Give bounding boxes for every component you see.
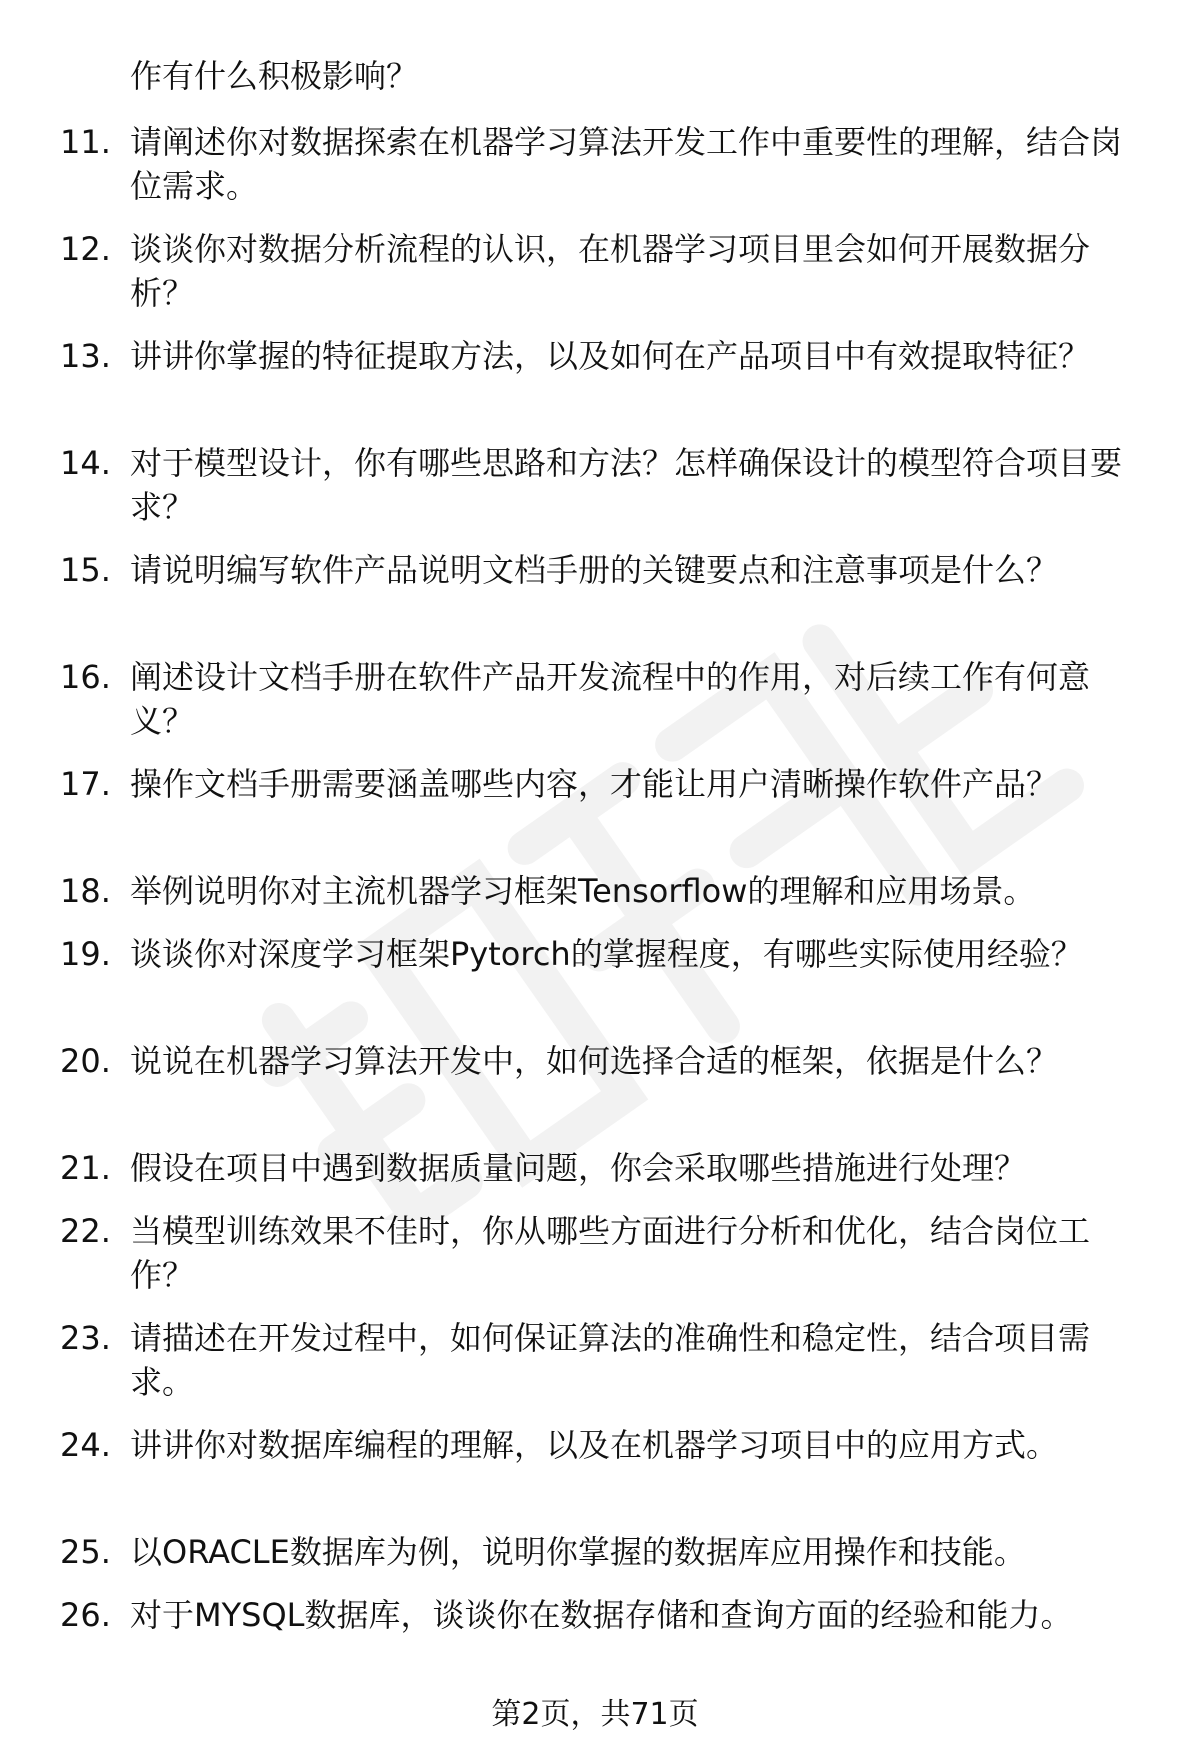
question-number: 19.	[60, 935, 111, 973]
question-text: 谈谈你对深度学习框架Pytorch的掌握程度，有哪些实际使用经验？	[130, 935, 1083, 973]
question-number: 24.	[60, 1426, 111, 1464]
question-text: 操作文档手册需要涵盖哪些内容，才能让用户清晰操作软件产品？	[130, 765, 1059, 803]
question-number: 20.	[60, 1042, 111, 1080]
question-text: 以ORACLE数据库为例，说明你掌握的数据库应用操作和技能。	[130, 1533, 1026, 1571]
question-number: 21.	[60, 1149, 111, 1187]
question-text: 假设在项目中遇到数据质量问题，你会采取哪些措施进行处理？	[130, 1149, 1027, 1187]
question-number: 26.	[60, 1596, 111, 1634]
page-number: 第2页，共71页	[491, 1697, 699, 1732]
continued-question-text: 作有什么积极影响？	[130, 57, 419, 95]
question-number: 13.	[60, 337, 111, 375]
question-text: 请说明编写软件产品说明文档手册的关键要点和注意事项是什么？	[130, 551, 1059, 589]
question-number: 17.	[60, 765, 111, 803]
question-text: 举例说明你对主流机器学习框架Tensorflow的理解和应用场景。	[130, 872, 1036, 910]
question-number: 25.	[60, 1533, 111, 1571]
question-number: 22.	[60, 1212, 111, 1250]
question-number: 15.	[60, 551, 111, 589]
question-number: 11.	[60, 123, 111, 161]
question-text: 讲讲你对数据库编程的理解，以及在机器学习项目中的应用方式。	[130, 1426, 1059, 1464]
question-number: 23.	[60, 1319, 111, 1357]
question-number: 16.	[60, 658, 111, 696]
question-text: 请阐述你对数据探索在机器学习算法开发工作中重要性的理解，结合岗位需求。	[130, 123, 1123, 205]
question-text: 说说在机器学习算法开发中，如何选择合适的框架，依据是什么？	[130, 1042, 1059, 1080]
question-text: 对于模型设计，你有哪些思路和方法？怎样确保设计的模型符合项目要求？	[130, 444, 1123, 526]
question-number: 12.	[60, 230, 111, 268]
question-text: 请描述在开发过程中，如何保证算法的准确性和稳定性，结合项目需求。	[130, 1319, 1091, 1401]
question-text: 谈谈你对数据分析流程的认识，在机器学习项目里会如何开展数据分析？	[130, 230, 1091, 312]
question-number: 18.	[60, 872, 111, 910]
question-text: 阐述设计文档手册在软件产品开发流程中的作用，对后续工作有何意义？	[130, 658, 1091, 740]
question-text: 对于MYSQL数据库，谈谈你在数据存储和查询方面的经验和能力。	[130, 1596, 1073, 1634]
question-text: 讲讲你掌握的特征提取方法，以及如何在产品项目中有效提取特征？	[130, 337, 1091, 375]
question-text: 当模型训练效果不佳时，你从哪些方面进行分析和优化，结合岗位工作？	[130, 1212, 1091, 1294]
question-number: 14.	[60, 444, 111, 482]
